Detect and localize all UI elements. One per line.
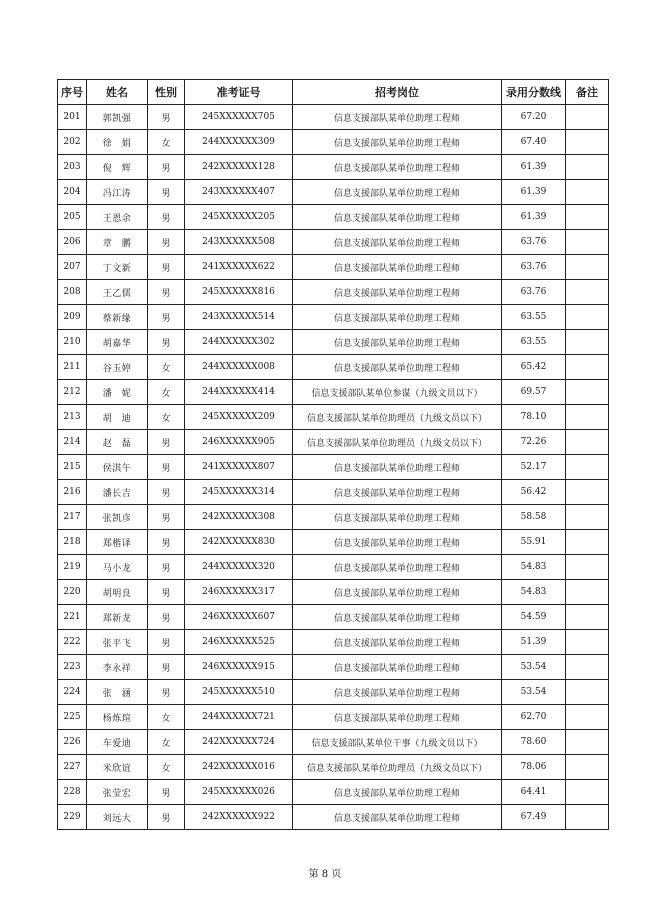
table-row — [58, 455, 609, 480]
cell-post: 信息支援部队某单位助理工程师 — [293, 630, 502, 655]
cell-score: 58.58 — [502, 505, 566, 530]
cell-seq: 210 — [58, 330, 87, 355]
cell-ticket: 246XXXXXX915 — [185, 655, 293, 680]
cell-post: 信息支援部队某单位助理工程师 — [293, 330, 502, 355]
cell-remark — [566, 180, 609, 205]
cell-score: 61.39 — [502, 180, 566, 205]
cell-name: 王恩余 — [87, 205, 148, 230]
table-row — [58, 680, 609, 705]
cell-ticket: 244XXXXXX320 — [185, 555, 293, 580]
cell-score: 54.59 — [502, 605, 566, 630]
cell-name: 潘长吉 — [87, 480, 148, 505]
cell-score: 69.57 — [502, 380, 566, 405]
table-row — [58, 630, 609, 655]
cell-remark — [566, 330, 609, 355]
cell-ticket: 241XXXXXX807 — [185, 455, 293, 480]
cell-ticket: 245XXXXXX205 — [185, 205, 293, 230]
cell-score: 78.60 — [502, 730, 566, 755]
table-row — [58, 430, 609, 455]
cell-seq: 218 — [58, 530, 87, 555]
cell-remark — [566, 580, 609, 605]
cell-gender: 男 — [148, 255, 185, 280]
cell-seq: 226 — [58, 730, 87, 755]
cell-gender: 女 — [148, 130, 185, 155]
cell-remark — [566, 730, 609, 755]
cell-score: 55.91 — [502, 530, 566, 555]
cell-name: 马小龙 — [87, 555, 148, 580]
cell-seq: 206 — [58, 230, 87, 255]
cell-remark — [566, 780, 609, 805]
cell-gender: 男 — [148, 655, 185, 680]
cell-seq: 202 — [58, 130, 87, 155]
cell-gender: 女 — [148, 730, 185, 755]
cell-post: 信息支援部队某单位助理工程师 — [293, 655, 502, 680]
cell-remark — [566, 280, 609, 305]
results-table — [57, 79, 609, 830]
cell-score: 67.40 — [502, 130, 566, 155]
cell-seq: 229 — [58, 805, 87, 830]
cell-name: 胡 迪 — [87, 405, 148, 430]
cell-gender: 男 — [148, 455, 185, 480]
table-row — [58, 405, 609, 430]
cell-gender: 男 — [148, 205, 185, 230]
header-score: 录用分数线 — [502, 80, 566, 105]
cell-name: 赵 磊 — [87, 430, 148, 455]
cell-name: 王乙儒 — [87, 280, 148, 305]
cell-post: 信息支援部队某单位助理工程师 — [293, 555, 502, 580]
cell-name: 徐 娟 — [87, 130, 148, 155]
cell-score: 65.42 — [502, 355, 566, 380]
cell-post: 信息支援部队某单位助理工程师 — [293, 505, 502, 530]
cell-ticket: 246XXXXXX525 — [185, 630, 293, 655]
cell-gender: 男 — [148, 330, 185, 355]
cell-gender: 男 — [148, 555, 185, 580]
cell-remark — [566, 655, 609, 680]
cell-seq: 203 — [58, 155, 87, 180]
table-row — [58, 780, 609, 805]
cell-score: 61.39 — [502, 205, 566, 230]
cell-name: 郑楷译 — [87, 530, 148, 555]
cell-seq: 213 — [58, 405, 87, 430]
cell-remark — [566, 680, 609, 705]
cell-remark — [566, 630, 609, 655]
table-row — [58, 105, 609, 130]
header-post: 招考岗位 — [293, 80, 502, 105]
cell-gender: 男 — [148, 680, 185, 705]
cell-name: 胡明良 — [87, 580, 148, 605]
header-ticket: 准考证号 — [185, 80, 293, 105]
cell-name: 章 鹏 — [87, 230, 148, 255]
table-body — [58, 105, 609, 830]
cell-ticket: 242XXXXXX128 — [185, 155, 293, 180]
cell-score: 63.55 — [502, 330, 566, 355]
cell-seq: 212 — [58, 380, 87, 405]
cell-remark — [566, 430, 609, 455]
cell-name: 丁文新 — [87, 255, 148, 280]
cell-post: 信息支援部队某单位助理员（九级文员以下） — [293, 430, 502, 455]
cell-seq: 224 — [58, 680, 87, 705]
cell-score: 54.83 — [502, 555, 566, 580]
cell-gender: 男 — [148, 505, 185, 530]
cell-remark — [566, 755, 609, 780]
cell-post: 信息支援部队某单位助理工程师 — [293, 105, 502, 130]
cell-seq: 209 — [58, 305, 87, 330]
table-row — [58, 605, 609, 630]
cell-score: 78.10 — [502, 405, 566, 430]
cell-post: 信息支援部队某单位助理工程师 — [293, 180, 502, 205]
cell-seq: 225 — [58, 705, 87, 730]
cell-remark — [566, 255, 609, 280]
cell-seq: 222 — [58, 630, 87, 655]
cell-ticket: 243XXXXXX508 — [185, 230, 293, 255]
cell-score: 53.54 — [502, 680, 566, 705]
cell-post: 信息支援部队某单位助理工程师 — [293, 480, 502, 505]
cell-seq: 215 — [58, 455, 87, 480]
table-row — [58, 805, 609, 830]
page-number: 第 8 页 — [308, 869, 342, 880]
cell-seq: 216 — [58, 480, 87, 505]
cell-name: 胡嘉华 — [87, 330, 148, 355]
cell-gender: 男 — [148, 305, 185, 330]
cell-ticket: 245XXXXXX026 — [185, 780, 293, 805]
cell-post: 信息支援部队某单位助理工程师 — [293, 230, 502, 255]
cell-remark — [566, 305, 609, 330]
cell-score: 56.42 — [502, 480, 566, 505]
cell-post: 信息支援部队某单位助理工程师 — [293, 705, 502, 730]
cell-ticket: 241XXXXXX622 — [185, 255, 293, 280]
table-row — [58, 555, 609, 580]
cell-gender: 男 — [148, 430, 185, 455]
cell-ticket: 244XXXXXX721 — [185, 705, 293, 730]
cell-post: 信息支援部队某单位助理员（九级文员以下） — [293, 755, 502, 780]
cell-post: 信息支援部队某单位助理工程师 — [293, 605, 502, 630]
cell-gender: 男 — [148, 630, 185, 655]
cell-score: 64.41 — [502, 780, 566, 805]
table-row — [58, 355, 609, 380]
cell-seq: 227 — [58, 755, 87, 780]
table-row — [58, 530, 609, 555]
cell-gender: 男 — [148, 530, 185, 555]
cell-gender: 女 — [148, 380, 185, 405]
cell-score: 63.76 — [502, 255, 566, 280]
cell-ticket: 244XXXXXX414 — [185, 380, 293, 405]
cell-post: 信息支援部队某单位干事（九级文员以下） — [293, 730, 502, 755]
cell-name: 谷玉婷 — [87, 355, 148, 380]
cell-ticket: 245XXXXXX705 — [185, 105, 293, 130]
table-row — [58, 305, 609, 330]
cell-seq: 223 — [58, 655, 87, 680]
table-row — [58, 255, 609, 280]
cell-name: 郭凯强 — [87, 105, 148, 130]
cell-gender: 男 — [148, 780, 185, 805]
table-row — [58, 180, 609, 205]
cell-ticket: 242XXXXXX724 — [185, 730, 293, 755]
cell-seq: 205 — [58, 205, 87, 230]
cell-seq: 217 — [58, 505, 87, 530]
cell-seq: 228 — [58, 780, 87, 805]
cell-remark — [566, 230, 609, 255]
cell-score: 52.17 — [502, 455, 566, 480]
cell-gender: 女 — [148, 355, 185, 380]
cell-score: 63.55 — [502, 305, 566, 330]
cell-post: 信息支援部队某单位助理工程师 — [293, 280, 502, 305]
header-name: 姓名 — [87, 80, 148, 105]
cell-name: 车爱迪 — [87, 730, 148, 755]
cell-name: 张莹宏 — [87, 780, 148, 805]
cell-post: 信息支援部队某单位参谋（九级文员以下） — [293, 380, 502, 405]
cell-name: 蔡新缘 — [87, 305, 148, 330]
cell-name: 杨炼瑄 — [87, 705, 148, 730]
cell-post: 信息支援部队某单位助理工程师 — [293, 455, 502, 480]
cell-seq: 201 — [58, 105, 87, 130]
table-row — [58, 130, 609, 155]
cell-ticket: 246XXXXXX905 — [185, 430, 293, 455]
cell-ticket: 245XXXXXX510 — [185, 680, 293, 705]
table-row — [58, 205, 609, 230]
cell-seq: 219 — [58, 555, 87, 580]
cell-post: 信息支援部队某单位助理工程师 — [293, 680, 502, 705]
cell-remark — [566, 505, 609, 530]
cell-seq: 221 — [58, 605, 87, 630]
cell-ticket: 244XXXXXX309 — [185, 130, 293, 155]
cell-ticket: 242XXXXXX922 — [185, 805, 293, 830]
table-row — [58, 330, 609, 355]
cell-ticket: 246XXXXXX607 — [185, 605, 293, 630]
cell-seq: 214 — [58, 430, 87, 455]
header-row — [58, 80, 609, 105]
table-row — [58, 480, 609, 505]
cell-ticket: 243XXXXXX407 — [185, 180, 293, 205]
cell-ticket: 244XXXXXX302 — [185, 330, 293, 355]
cell-post: 信息支援部队某单位助理工程师 — [293, 305, 502, 330]
cell-remark — [566, 380, 609, 405]
cell-post: 信息支援部队某单位助理工程师 — [293, 205, 502, 230]
cell-name: 张凯彦 — [87, 505, 148, 530]
cell-ticket: 246XXXXXX317 — [185, 580, 293, 605]
cell-gender: 女 — [148, 705, 185, 730]
cell-name: 侯淇午 — [87, 455, 148, 480]
cell-remark — [566, 555, 609, 580]
cell-gender: 男 — [148, 105, 185, 130]
cell-gender: 男 — [148, 230, 185, 255]
cell-remark — [566, 355, 609, 380]
cell-name: 李永祥 — [87, 655, 148, 680]
cell-remark — [566, 105, 609, 130]
cell-name: 刘远大 — [87, 805, 148, 830]
cell-score: 63.76 — [502, 280, 566, 305]
cell-remark — [566, 130, 609, 155]
table-row — [58, 580, 609, 605]
cell-post: 信息支援部队某单位助理工程师 — [293, 355, 502, 380]
cell-gender: 女 — [148, 755, 185, 780]
cell-name: 米欣谊 — [87, 755, 148, 780]
cell-gender: 男 — [148, 155, 185, 180]
cell-post: 信息支援部队某单位助理工程师 — [293, 155, 502, 180]
cell-ticket: 242XXXXXX830 — [185, 530, 293, 555]
cell-seq: 220 — [58, 580, 87, 605]
cell-remark — [566, 480, 609, 505]
cell-gender: 男 — [148, 480, 185, 505]
header-seq: 序号 — [58, 80, 87, 105]
cell-post: 信息支援部队某单位助理工程师 — [293, 130, 502, 155]
cell-post: 信息支援部队某单位助理员（九级文员以下） — [293, 405, 502, 430]
cell-score: 67.20 — [502, 105, 566, 130]
cell-ticket: 245XXXXXX816 — [185, 280, 293, 305]
cell-post: 信息支援部队某单位助理工程师 — [293, 580, 502, 605]
cell-name: 张 涵 — [87, 680, 148, 705]
table-row — [58, 230, 609, 255]
table-row — [58, 380, 609, 405]
cell-remark — [566, 705, 609, 730]
table-row — [58, 730, 609, 755]
cell-ticket: 242XXXXXX016 — [185, 755, 293, 780]
cell-gender: 男 — [148, 580, 185, 605]
cell-seq: 211 — [58, 355, 87, 380]
cell-ticket: 243XXXXXX514 — [185, 305, 293, 330]
cell-remark — [566, 405, 609, 430]
cell-ticket: 245XXXXXX209 — [185, 405, 293, 430]
cell-post: 信息支援部队某单位助理工程师 — [293, 255, 502, 280]
cell-gender: 男 — [148, 180, 185, 205]
cell-seq: 208 — [58, 280, 87, 305]
cell-gender: 男 — [148, 805, 185, 830]
cell-gender: 男 — [148, 605, 185, 630]
cell-ticket: 242XXXXXX308 — [185, 505, 293, 530]
cell-ticket: 245XXXXXX314 — [185, 480, 293, 505]
cell-seq: 204 — [58, 180, 87, 205]
cell-remark — [566, 605, 609, 630]
cell-score: 72.26 — [502, 430, 566, 455]
table-row — [58, 505, 609, 530]
header-gender: 性别 — [148, 80, 185, 105]
cell-gender: 男 — [148, 280, 185, 305]
cell-remark — [566, 530, 609, 555]
table-row — [58, 655, 609, 680]
cell-score: 54.83 — [502, 580, 566, 605]
cell-post: 信息支援部队某单位助理工程师 — [293, 780, 502, 805]
cell-score: 51.39 — [502, 630, 566, 655]
cell-remark — [566, 205, 609, 230]
cell-name: 潘 妮 — [87, 380, 148, 405]
cell-score: 61.39 — [502, 155, 566, 180]
cell-name: 郑新龙 — [87, 605, 148, 630]
table-row — [58, 755, 609, 780]
cell-name: 张平飞 — [87, 630, 148, 655]
cell-score: 62.70 — [502, 705, 566, 730]
table-row — [58, 155, 609, 180]
cell-score: 67.49 — [502, 805, 566, 830]
cell-name: 倪 辉 — [87, 155, 148, 180]
cell-score: 53.54 — [502, 655, 566, 680]
cell-seq: 207 — [58, 255, 87, 280]
cell-score: 78.06 — [502, 755, 566, 780]
cell-post: 信息支援部队某单位助理工程师 — [293, 530, 502, 555]
cell-remark — [566, 805, 609, 830]
cell-name: 冯江涛 — [87, 180, 148, 205]
cell-remark — [566, 155, 609, 180]
table-row — [58, 705, 609, 730]
cell-score: 63.76 — [502, 230, 566, 255]
cell-post: 信息支援部队某单位助理工程师 — [293, 805, 502, 830]
cell-gender: 女 — [148, 405, 185, 430]
header-remark: 备注 — [566, 80, 609, 105]
cell-ticket: 244XXXXXX008 — [185, 355, 293, 380]
table-row — [58, 280, 609, 305]
cell-remark — [566, 455, 609, 480]
